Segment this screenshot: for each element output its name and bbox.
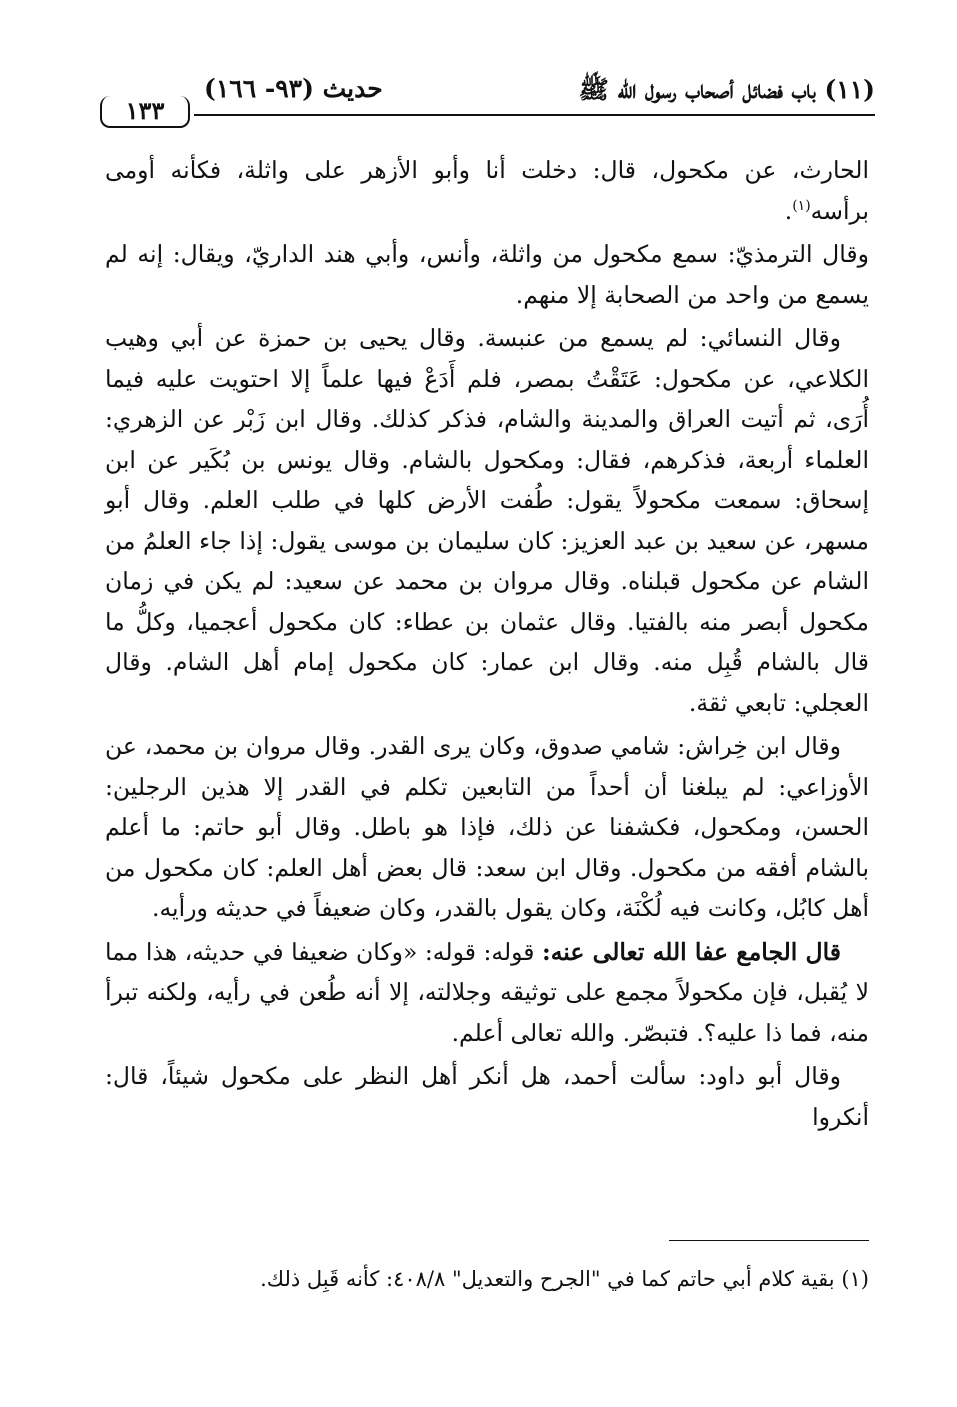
main-text	[105, 150, 869, 1140]
paragraph-text: وقال أبو داود: سألت أحمد، هل أنكر أهل النظر على مكحول شيئاً، قال: أنكروا	[105, 1062, 869, 1131]
footnote	[105, 1262, 869, 1296]
footnote-marker: (١)	[841, 1267, 869, 1291]
paragraph-2	[105, 234, 869, 315]
footnote-text: بقية كلام أبي حاتم كما في "الجرح والتعديل" ٤٠٨/٨: كأنه قَبِل ذلك.	[260, 1267, 835, 1291]
hadith-range: حديث (٩٣- ١٦٦)	[204, 74, 383, 103]
page-number: ١٣٣	[100, 96, 190, 128]
paragraph-1	[105, 150, 869, 231]
paragraph-4	[105, 726, 869, 929]
running-header	[100, 70, 875, 130]
paragraph-text: وقال النسائي: لم يسمع من عنبسة. وقال يحيى بن حمزة عن أبي وهيب الكلاعي، عن مكحول: عَتَقْتُ بمصر، فلم أَدَعْ فيها علماً إلا احتويت عليه فيما أُرَى، ثم أتيت العراق والمدينة والشام، فذكر كذلك. وقال ابن زَبْر عن الزهري: العلماء أربعة، فذكرهم، فقال: ومكحول بالشام. وقال يونس بن بُكَير عن ابن إسحاق: سمعت مكحولاً يقول: طُفت الأرض كلها في طلب العلم. وقال أبو مسهر، عن سعيد بن عبد العزيز: كان سليمان بن موسى يقول: إذا جاء العلمُ من الشام عن مكحول قبلناه. وقال مروان بن محمد عن سعيد: لم يكن في زمان مكحول أبصر منه بالفتيا. وقال عثمان بن عطاء: كان مكحول أعجميا، وكلُّ ما قال بالشام قُبِل منه. وقال ابن عمار: كان مكحول إمام أهل الشام. وقال العجلي: تابعي ثقة.	[105, 324, 869, 717]
chapter-title: (١١) باب فضائل أصحاب رسول الله ﷺ	[578, 75, 875, 104]
paragraph-text: قوله: قوله: «وكان ضعيفا في حديثه، هذا مما لا يُقبل، فإن مكحولاً مجمع على توثيقه وجلالته، إلا أنه طُعن في رأيه، ولكنه تبرأ منه، فما ذا عليه؟. فتبصّر. والله تعالى أعلم.	[105, 937, 869, 1047]
header-rule	[194, 114, 875, 116]
footnote-rule	[669, 1240, 869, 1241]
paragraph-tail: .	[784, 196, 793, 225]
footnote-reference: (١)	[792, 197, 811, 214]
paragraph-3	[105, 318, 869, 723]
paragraph-text: الحارث، عن مكحول، قال: دخلت أنا وأبو الأزهر على واثلة، فكأنه أومى برأسه	[105, 156, 869, 225]
paragraph-6	[105, 1056, 869, 1137]
paragraph-text: وقال ابن خِراش: شامي صدوق، وكان يرى القدر. وقال مروان بن محمد، عن الأوزاعي: لم يبلغنا أن أحداً من التابعين تكلم في القدر إلا هذين الرجلين: الحسن، ومكحول، فكشفنا عن ذلك، فإذا هو باطل. وقال أبو حاتم: ما أعلم بالشام أفقه من مكحول. وقال ابن سعد: قال بعض أهل العلم: كان مكحول من أهل كابُل، وكانت فيه لُكْنَة، وكان يقول بالقدر، وكان ضعيفاً في حديثه ورأيه.	[105, 732, 869, 922]
compiler-note-lead: قال الجامع عفا الله تعالى عنه:	[542, 937, 841, 966]
paragraph-text: وقال الترمذيّ: سمع مكحول من واثلة، وأنس، وأبي هند الداريّ، ويقال: إنه لم يسمع من واحد من الصحابة إلا منهم.	[105, 240, 869, 309]
paragraph-5	[105, 932, 869, 1054]
